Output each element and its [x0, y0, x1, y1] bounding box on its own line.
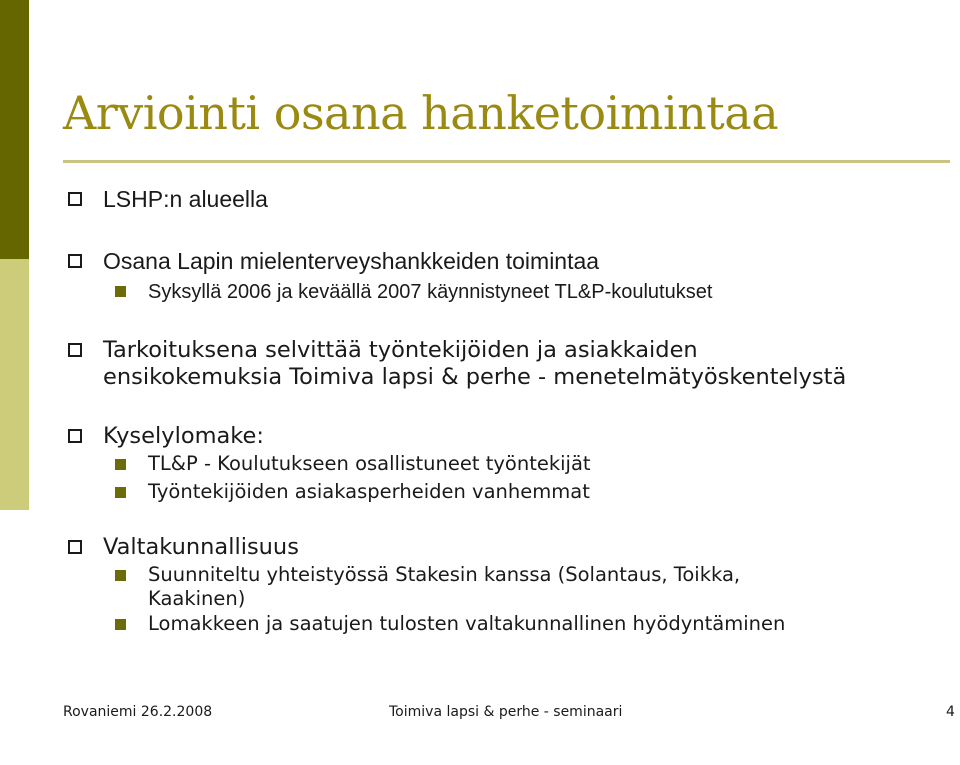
- bullet-lapin-mielenterveys: Osana Lapin mielenterveyshankkeiden toimintaa: [103, 248, 600, 274]
- solid-square-bullet-icon: [115, 459, 126, 470]
- solid-square-bullet-icon: [115, 619, 126, 630]
- footer-date: Rovaniemi 26.2.2008: [63, 704, 213, 720]
- bullet-valtakunnallisuus: Valtakunnallisuus: [103, 534, 299, 560]
- bullet-tarkoitus-line-2: ensikokemuksia Toimiva lapsi & perhe - menetelmätyöskentelystä: [103, 364, 847, 390]
- sub-bullet-stakes-line-2: Kaakinen): [148, 587, 246, 610]
- hollow-square-bullet-icon: [68, 429, 82, 443]
- solid-square-bullet-icon: [115, 286, 126, 297]
- bullet-tarkoitus-line-1: Tarkoituksena selvittää työntekijöiden ja asiakkaiden: [103, 337, 698, 363]
- sub-bullet-tyontekijat: TL&P - Koulutukseen osallistuneet työntekijät: [148, 452, 591, 475]
- hollow-square-bullet-icon: [68, 254, 82, 268]
- footer-event: Toimiva lapsi & perhe - seminaari: [389, 704, 623, 720]
- sub-bullet-vanhemmat: Työntekijöiden asiakasperheiden vanhemmat: [148, 480, 590, 503]
- bullet-lshp: LSHP:n alueella: [103, 186, 268, 212]
- sub-bullet-koulutukset: Syksyllä 2006 ja keväällä 2007 käynnistyneet TL&P-koulutukset: [148, 281, 713, 303]
- bullet-kyselylomake: Kyselylomake:: [103, 423, 264, 449]
- hollow-square-bullet-icon: [68, 343, 82, 357]
- sub-bullet-hyodyntaminen: Lomakkeen ja saatujen tulosten valtakunnallinen hyödyntäminen: [148, 612, 786, 635]
- solid-square-bullet-icon: [115, 487, 126, 498]
- decorative-stripe-dark: [0, 0, 29, 259]
- title-underline: [63, 160, 950, 163]
- decorative-stripe-blank: [0, 510, 29, 765]
- sub-bullet-stakes-line-1: Suunniteltu yhteistyössä Stakesin kanssa (Solantaus, Toikka,: [148, 563, 741, 586]
- slide-title: Arviointi osana hanketoimintaa: [63, 86, 779, 140]
- footer-page-number: 4: [946, 704, 955, 720]
- decorative-stripe-light: [0, 259, 29, 510]
- hollow-square-bullet-icon: [68, 192, 82, 206]
- hollow-square-bullet-icon: [68, 540, 82, 554]
- solid-square-bullet-icon: [115, 570, 126, 581]
